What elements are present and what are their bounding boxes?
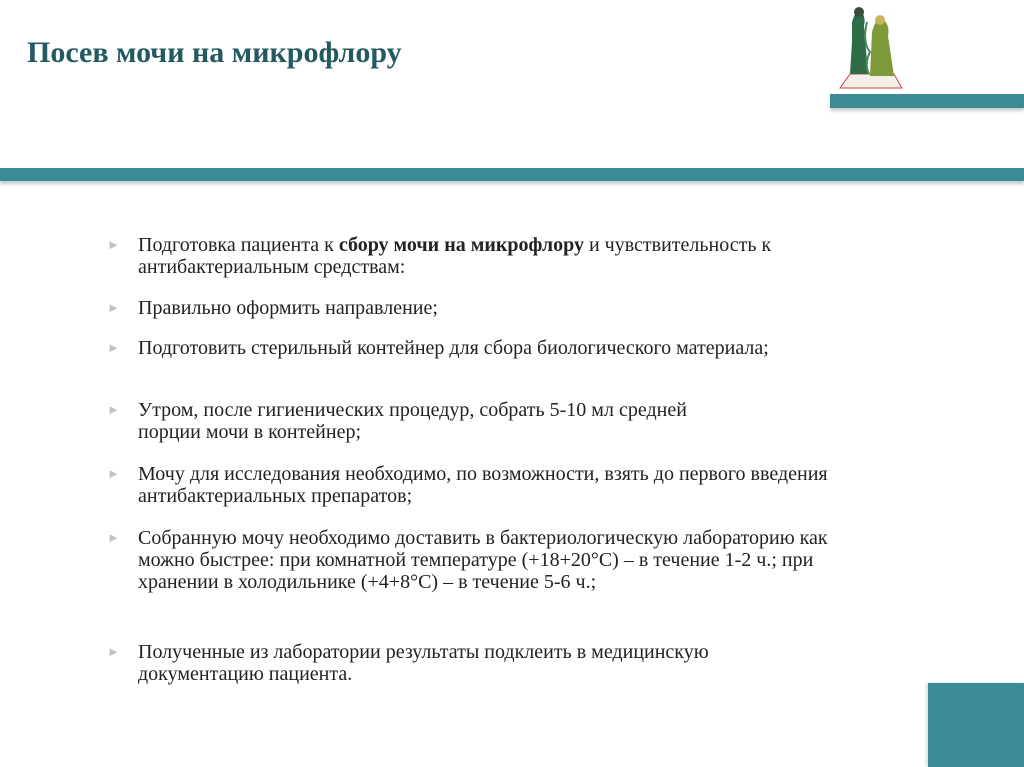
bullet-arrow-icon: ► (107, 466, 120, 481)
bullet-text: Мочу для исследования необходимо, по возможности, взять до первого введения антибактериальных препаратов; (138, 463, 828, 507)
bullet-arrow-icon: ► (107, 340, 120, 355)
bullet-text: Подготовка пациента к (138, 234, 339, 256)
bullet-arrow-icon: ► (107, 530, 120, 545)
title-divider-bar (0, 168, 1024, 181)
bullet-text: Утром, после гигиенических процедур, собрать 5-10 мл средней порции мочи в контейнер; (138, 399, 687, 443)
bullet-item (107, 337, 867, 359)
bullet-arrow-icon: ► (107, 402, 120, 417)
bullet-text: Собранную мочу необходимо доставить в бактериологическую лабораторию как можно быстрее: при комнатной температуре (+18+20°С) – в течение 1-2 ч.; при хранении в холодильнике (+4+8°С) – в течение 5-6 ч.; (138, 527, 828, 593)
bullet-text: и чувствительность к антибактериальным средствам: (138, 234, 772, 278)
bullet-item (107, 527, 867, 593)
corner-accent-box (928, 683, 1024, 767)
bullet-text: Подготовить стерильный контейнер для сбора биологического материала; (138, 337, 769, 359)
bullet-text-bold: сбору мочи на микрофлору (338, 234, 584, 256)
bullet-item (107, 463, 867, 507)
accent-bar-top (830, 94, 1024, 108)
bullet-text: Правильно оформить направление; (138, 297, 438, 319)
bullet-arrow-icon: ► (107, 300, 120, 315)
bullet-item (107, 234, 867, 278)
bullet-item (107, 297, 867, 319)
bullet-text: Полученные из лаборатории результаты подклеить в медицинскую документацию пациента. (138, 641, 709, 685)
bullet-arrow-icon: ► (107, 237, 120, 252)
slide-title: Посев мочи на микрофлору (27, 36, 402, 69)
bullet-arrow-icon: ► (107, 644, 120, 659)
bullet-item (107, 399, 867, 443)
medical-figures-logo-icon (838, 2, 904, 94)
bullet-item (107, 641, 867, 685)
